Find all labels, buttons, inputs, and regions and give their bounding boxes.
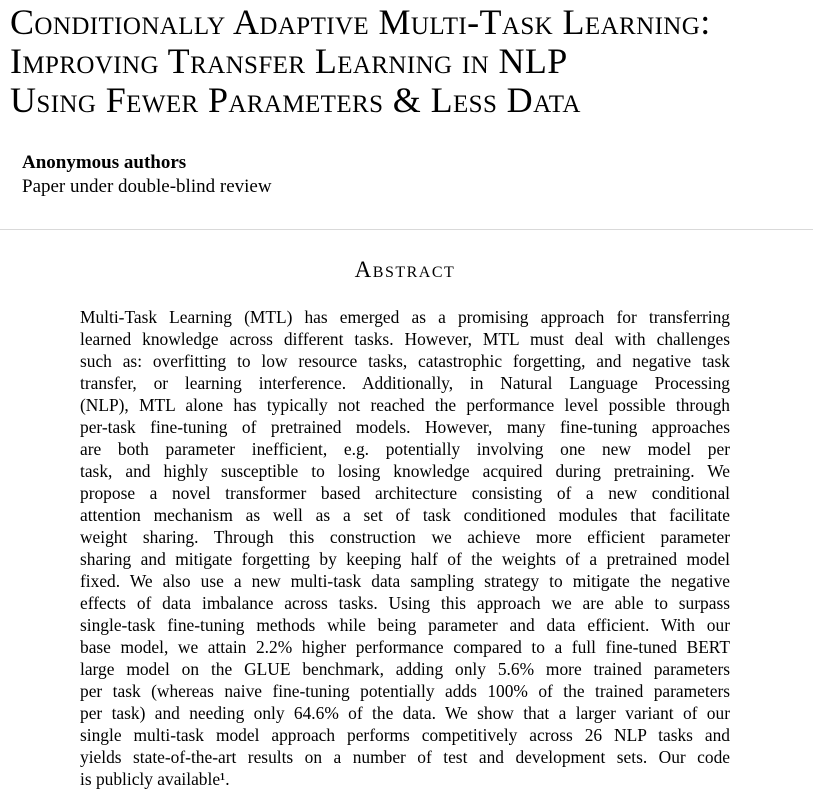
abstract-line: propose a novel transformer based architecture consisting of a new conditional [80,483,730,503]
abstract-line: per task) and needing only 64.6% of the data. We show that a larger variant of our [80,703,730,723]
authors-block [22,151,272,199]
abstract-line: such as: overfitting to low resource tasks, catastrophic forgetting, and negative task [80,351,730,371]
section-divider-rule [0,229,813,230]
paper-title [10,3,805,120]
abstract-line: single multi-task model approach performs competitively across 26 NLP tasks and [80,725,730,745]
author-name: Anonymous authors [22,152,187,173]
abstract-line: per-task fine-tuning of pretrained models. However, many fine-tuning approaches [80,417,730,437]
abstract-line-with-footnote-marker: is publicly available¹. [80,769,230,789]
abstract-line: attention mechanism as well as a set of task conditioned modules that facilitate [80,505,730,525]
abstract-body [80,306,730,790]
abstract-line: are both parameter inefficient, e.g. potentially involving one new model per [80,439,730,459]
abstract-line: single-task fine-tuning methods while being parameter and data efficient. With our [80,615,730,635]
abstract-line: task, and highly susceptible to losing knowledge acquired during pretraining. We [80,461,730,481]
abstract-heading: Abstract [354,257,456,282]
paper-title-line-2: Improving Transfer Learning in NLP [10,41,568,81]
abstract-line: transfer, or learning interference. Additionally, in Natural Language Processing [80,373,730,393]
paper-title-line-1: Conditionally Adaptive Multi-Task Learning: [10,2,711,42]
paper-title-line-3: Using Fewer Parameters & Less Data [10,80,581,120]
abstract-line: per task (whereas naive fine-tuning potentially adds 100% of the trained parameters [80,681,730,701]
abstract-line: yields state-of-the-art results on a number of test and development sets. Our code [80,747,730,767]
abstract-line: learned knowledge across different tasks. However, MTL must deal with challenges [80,329,730,349]
abstract-line: (NLP), MTL alone has typically not reached the performance level possible through [80,395,730,415]
abstract-line: Multi-Task Learning (MTL) has emerged as a promising approach for transferring [80,307,730,327]
abstract-line: effects of data imbalance across tasks. Using this approach we are able to surpass [80,593,730,613]
review-note: Paper under double-blind review [22,176,272,197]
abstract-line: fixed. We also use a new multi-task data sampling strategy to mitigate the negative [80,571,730,591]
abstract-line: sharing and mitigate forgetting by keeping half of the weights of a pretrained model [80,549,730,569]
abstract-line: large model on the GLUE benchmark, adding only 5.6% more trained parameters [80,659,730,679]
abstract-line: base model, we attain 2.2% higher performance compared to a full fine-tuned BERT [80,637,730,657]
abstract-line: weight sharing. Through this construction we achieve more efficient parameter [80,527,730,547]
